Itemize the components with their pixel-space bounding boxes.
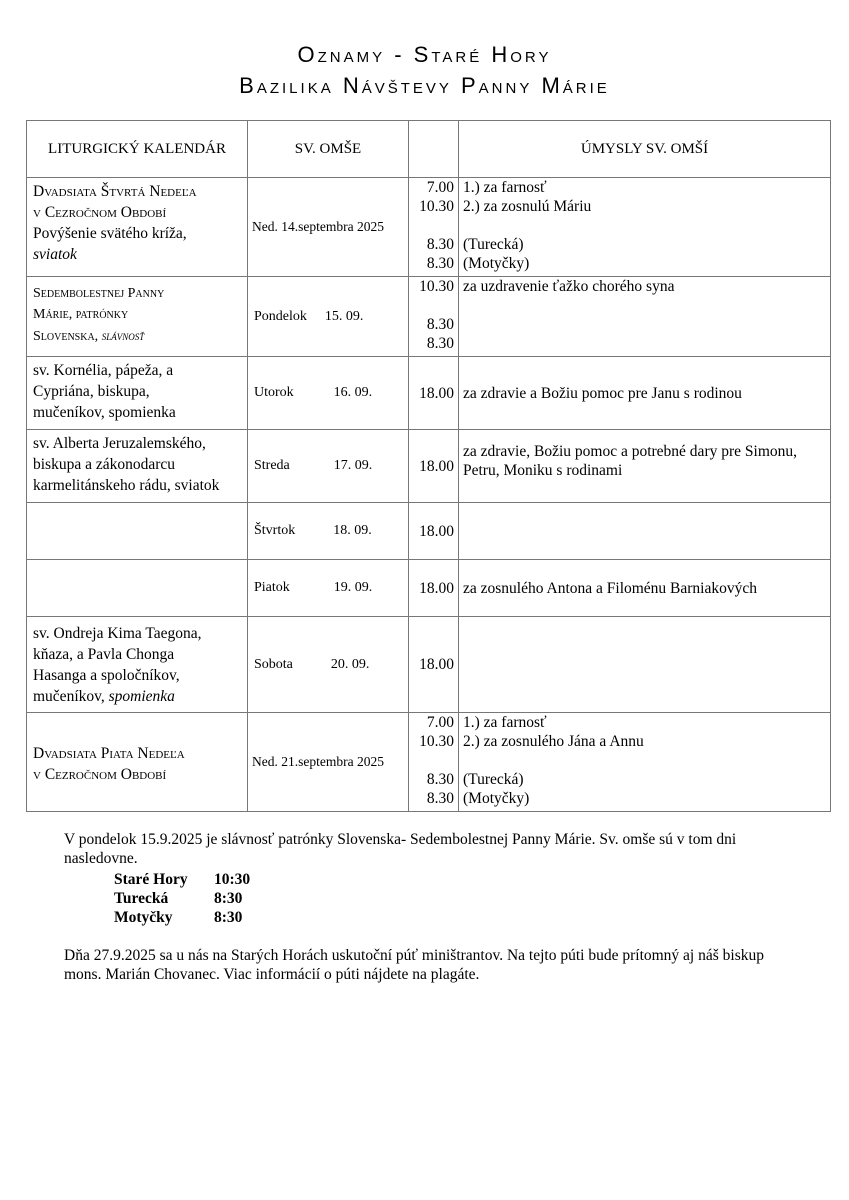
times-cell bbox=[409, 560, 459, 617]
date-label: 17. 09. bbox=[333, 458, 373, 473]
day-label: Sobota bbox=[254, 656, 293, 672]
day-cell bbox=[248, 503, 409, 560]
table-row bbox=[27, 277, 831, 357]
page-title: Oznamy - Staré Hory bbox=[297, 42, 552, 67]
intention: 1.) za farnosť bbox=[463, 179, 547, 196]
intentions-cell bbox=[459, 357, 831, 430]
calendar-cell bbox=[27, 713, 248, 812]
mass-time: 10.30 bbox=[419, 278, 454, 295]
intention: (Motyčky) bbox=[463, 255, 530, 272]
times-cell bbox=[409, 503, 459, 560]
intentions-cell bbox=[459, 503, 831, 560]
calendar-cell bbox=[27, 617, 248, 713]
intentions-cell bbox=[459, 430, 831, 503]
mass-schedule bbox=[114, 870, 804, 927]
day-cell bbox=[248, 357, 409, 430]
schedule-row bbox=[114, 870, 804, 889]
schedule-time: 10:30 bbox=[214, 871, 251, 888]
day-cell bbox=[248, 560, 409, 617]
feast-name: Dvadsiata Piata Nedeľa bbox=[33, 744, 185, 762]
table-row bbox=[27, 178, 831, 277]
mass-time: 8.30 bbox=[426, 771, 454, 788]
feast-name: Sedembolestnej Panny bbox=[33, 286, 165, 301]
feast-name: biskupa a zákonodarcu bbox=[33, 456, 176, 473]
feast-name: Márie, patrónky bbox=[33, 307, 129, 322]
day-cell bbox=[248, 713, 409, 812]
intention: 2.) za zosnulú Máriu bbox=[463, 198, 592, 215]
calendar-cell bbox=[27, 178, 248, 277]
day-label: Pondelok bbox=[254, 308, 307, 324]
feast-name: sv. Ondreja Kima Taegona, bbox=[33, 625, 202, 642]
mass-time: 8.30 bbox=[426, 335, 454, 352]
feast-name: mučeníkov, spomienka bbox=[33, 404, 176, 421]
calendar-cell bbox=[27, 357, 248, 430]
table-row bbox=[27, 357, 831, 430]
day-cell bbox=[248, 430, 409, 503]
intention: Petru, Moniku s rodinami bbox=[463, 462, 623, 479]
table-row bbox=[27, 713, 831, 812]
calendar-cell bbox=[27, 277, 248, 357]
feast-name: Hasanga a spoločníkov, bbox=[33, 667, 180, 684]
table-header-row bbox=[27, 121, 831, 178]
times-cell bbox=[409, 357, 459, 430]
feast-name: kňaza, a Pavla Chonga bbox=[33, 646, 175, 663]
schedule-place: Turecká bbox=[114, 890, 169, 907]
intentions-cell bbox=[459, 617, 831, 713]
intention: za zdravie, Božiu pomoc a potrebné dary pre Simonu, bbox=[463, 443, 797, 460]
day-cell bbox=[248, 617, 409, 713]
date-label: 20. 09. bbox=[330, 656, 370, 672]
feast-name: v Cezročnom Období bbox=[33, 765, 167, 783]
date-label: 16. 09. bbox=[333, 385, 373, 400]
day-cell bbox=[248, 178, 409, 277]
intention: za zdravie a Božiu pomoc pre Janu s rodinou bbox=[463, 384, 742, 402]
table-row bbox=[27, 503, 831, 560]
times-cell bbox=[409, 178, 459, 277]
schedule-place: Motyčky bbox=[114, 909, 173, 926]
mass-time: 18.00 bbox=[419, 579, 454, 597]
day-label: Ned. 21.septembra 2025 bbox=[252, 754, 384, 769]
times-cell bbox=[409, 277, 459, 357]
header-masses: SV. OMŠE bbox=[248, 121, 409, 178]
date-label: 19. 09. bbox=[333, 580, 373, 595]
feast-rank: slávnosť bbox=[101, 328, 145, 343]
date-label: 15. 09. bbox=[324, 308, 364, 324]
mass-time: 18.00 bbox=[419, 384, 454, 402]
schedule-time: 8:30 bbox=[214, 890, 243, 907]
times-cell bbox=[409, 713, 459, 812]
table-row bbox=[27, 560, 831, 617]
mass-time: 10.30 bbox=[419, 733, 454, 750]
calendar-cell bbox=[27, 503, 248, 560]
feast-name: Cypriána, biskupa, bbox=[33, 383, 150, 400]
times-cell bbox=[409, 430, 459, 503]
day-label: Streda bbox=[254, 458, 290, 473]
intention: za uzdravenie ťažko chorého syna bbox=[463, 278, 675, 295]
feast-name: sv. Kornélia, pápeža, a bbox=[33, 362, 174, 379]
table-row bbox=[27, 430, 831, 503]
header-intentions: ÚMYSLY SV. OMŠÍ bbox=[459, 121, 831, 178]
schedule-row bbox=[114, 908, 804, 927]
mass-time: 8.30 bbox=[426, 316, 454, 333]
intention: 1.) za farnosť bbox=[463, 714, 547, 731]
intention: (Turecká) bbox=[463, 236, 524, 253]
times-cell bbox=[409, 617, 459, 713]
feast-name: Slovenska, bbox=[33, 329, 99, 344]
mass-time: 7.00 bbox=[426, 179, 454, 196]
feast-rank: sviatok bbox=[33, 246, 77, 263]
mass-time: 18.00 bbox=[419, 522, 454, 540]
table-row bbox=[27, 617, 831, 713]
mass-time: 8.30 bbox=[426, 790, 454, 807]
feast-name: v Cezročnom Období bbox=[33, 204, 167, 221]
day-label: Ned. 14.septembra 2025 bbox=[252, 219, 384, 234]
mass-time: 10.30 bbox=[419, 198, 454, 215]
feast-name: sv. Alberta Jeruzalemského, bbox=[33, 435, 206, 452]
mass-time: 18.00 bbox=[419, 656, 454, 673]
day-cell bbox=[248, 277, 409, 357]
day-label: Utorok bbox=[254, 385, 294, 400]
schedule-table bbox=[26, 120, 831, 812]
intention: za zosnulého Antona a Filoménu Barniakových bbox=[463, 579, 758, 597]
announcement-paragraph: Dňa 27.9.2025 sa u nás na Starých Horách uskutoční púť miništrantov. Na tejto púti bude prítomný aj náš biskup mons. Marián Chovanec. Viac informácií o púti nájdete na plagáte. bbox=[64, 947, 764, 983]
day-label: Štvrtok bbox=[254, 523, 296, 538]
intention: (Motyčky) bbox=[463, 790, 530, 807]
schedule-row bbox=[114, 889, 804, 908]
header-calendar: LITURGICKÝ KALENDÁR bbox=[27, 121, 248, 178]
calendar-cell bbox=[27, 430, 248, 503]
page-subtitle: Bazilika Návštevy Panny Márie bbox=[239, 73, 610, 98]
schedule-time: 8:30 bbox=[214, 909, 243, 926]
mass-time: 8.30 bbox=[426, 255, 454, 272]
announcement-paragraph: V pondelok 15.9.2025 je slávnosť patrónky Slovenska- Sedembolestnej Panny Márie. Sv. omše sú v tom dni nasledovne. bbox=[64, 831, 737, 867]
header-times bbox=[409, 121, 459, 178]
feast-name: Povýšenie svätého kríža, bbox=[33, 225, 187, 242]
intention: 2.) za zosnulého Jána a Annu bbox=[463, 733, 644, 750]
intentions-cell bbox=[459, 560, 831, 617]
announcements bbox=[64, 830, 804, 984]
intentions-cell bbox=[459, 277, 831, 357]
feast-rank: spomienka bbox=[108, 688, 175, 705]
date-label: 18. 09. bbox=[333, 523, 372, 538]
intention: (Turecká) bbox=[463, 771, 524, 788]
schedule-place: Staré Hory bbox=[114, 871, 188, 888]
intentions-cell bbox=[459, 713, 831, 812]
mass-time: 18.00 bbox=[419, 457, 454, 475]
day-label: Piatok bbox=[254, 580, 290, 595]
calendar-cell bbox=[27, 560, 248, 617]
mass-time: 8.30 bbox=[426, 236, 454, 253]
mass-time: 7.00 bbox=[426, 714, 454, 731]
feast-name: Dvadsiata Štvrtá Nedeľa bbox=[33, 183, 197, 200]
intentions-cell bbox=[459, 178, 831, 277]
feast-name: mučeníkov, bbox=[33, 688, 105, 705]
feast-name: karmelitánskeho rádu, sviatok bbox=[33, 477, 220, 494]
